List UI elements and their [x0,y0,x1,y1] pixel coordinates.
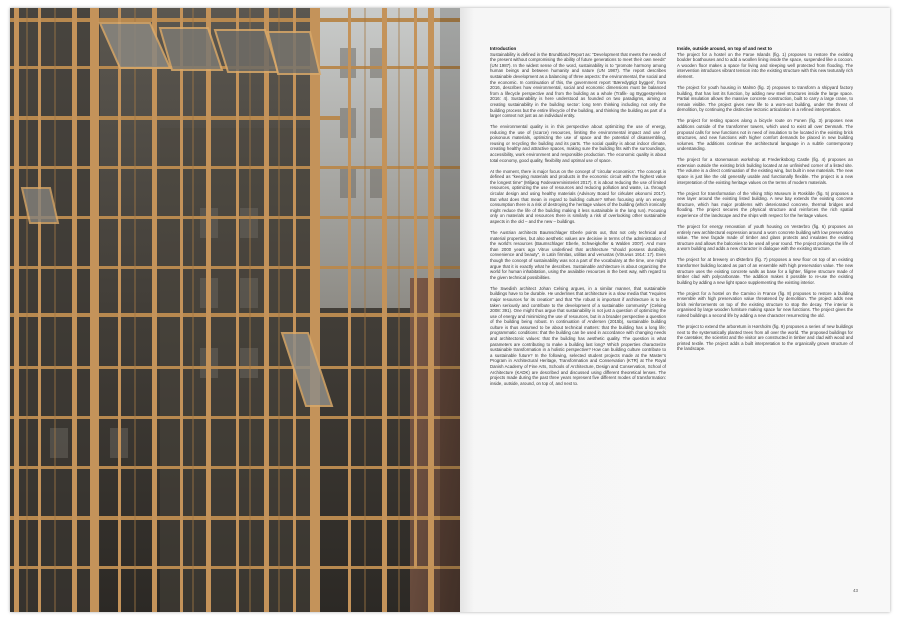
paragraph: The Swedish architect Johan Celsing argues, in a similar manner, that sustainable buildings have to be durable. He underlines that architecture is a slow media that “requires major resources for its creation” and that “the robust is important if architecture is to be taken seriously and contribute to the development of a sustainable community” (Celsing 2008: 391). One might thus argue that sustainability is not just a question of optimizing the use of energy and minimizing the use of resources, but in a broader perspective a question of the building being robust. In continuation of Andersen (2015b), sustainable building culture is thus assumed to be about technical matters: that the building has a long life; programmatic conditions: that the building can be used in accordance with changing needs and architectonic values: that the building has aesthetic quality. The question is what parameters are contributing to make a building last long? Which properties characterize sustainable transformation in a holistic perspective? How can building culture contribute to a sustainable future? In the following, selected student projects made at the Master’s Program in Architectural Heritage, Transformation and Conservation (KTR) at The Royal Danish Academy of Fine Arts, Schools of Architecture, Design and Conservation, School of Architecture (KADK) are described and discussed using different theoretical lenses. The projects made during the past three years represent five different modes of transformation: inside, outside, around, on top of, and next to. [490,285,666,386]
text-page [460,8,890,612]
facade-photograph [10,8,460,612]
paragraph: The project for at brewery on Østerbro (fig. 7) proposes a new floor on top of an existing transformer building located as part of an ensemble with high preservation value. The new structure uses the existing concrete walls as base for a lighter, filigree structure made of timber clad with polycarbonate. The addition makes it possible to re-use the existing building by adding a new light space supplementing the existing interior. [677,257,853,285]
paragraph: The project for resting spaces along a bicycle route on Funen (fig. 3) proposes new additions outside of the transformer towers, which used to exist all over Denmark. The proposal calls for new functions not in need of insulation to be located in the existing brick structures, and new functions with higher comfort demands be placed in new building volumes. The additions continue the architectural language in a subtle contemporary understanding. [677,118,853,152]
paragraph: The project for a hostel on the Faroe Islands (fig. 1) proposes to restore the existing boulder boathouses and to add a woollen lining inside the space, suspended like a cocoon. A wooden floor makes a space for living and sleeping well protected from flooding. The intervention introduces vibrant tension into the existing structure with this new texturally rich element. [677,51,853,79]
paragraph: The project for a stonemason workshop at Frederiksborg Castle (fig. 4) proposes an extension outside the existing brick building located at an unfinished corner of a listed site. The volume is a direct continuation of the existing wing, but built in new materials. The new space is just like the old generally usable and functionally flexible. The project is a new interpretation of the existing heritage values on the terms of modern materials. [677,157,853,185]
section-heading-inside-outside: Inside, outside around, on top of and next to [677,46,772,51]
paragraph: The environmental quality is in this perspective about optimizing the use of energy, reducing the use of (scarce) resources, limiting the environmental impact and use of poisonous materials, optimizing the use of space and the potential of disassembling, reusing or recycling the building and its parts. The social quality is about indoor climate, creating healthy and attractive spaces, making sure the building fits with the surroundings, accessibility, work environment and responsible production. The economic quality is about total economy, good quality, flexibility and optimal use of space. [490,124,666,163]
paragraph: The project for a hostel on the Camino in France (fig. 8) proposes to restore a building ensemble with high preservation value threatened by demolition. The project adds new brick reinforcements on top of the existing structure to stop the decay. The interior is organised by large wooden furniture making space for new functions. The project gives the ruined buildings a second life by adding a new character resurrecting the old. [677,290,853,319]
paragraph: At the moment, there is major focus on the concept of ‘circular economics’. The concept is defined as “keeping materials and products in the economic circuit with the highest value the longest time” (Miljøog Fødevareministeriet 2017). It is about reducing the use of limited resources, optimizing the use of resources and reducing pollution and waste, i.a. through circular design and using healthy materials (Advisory Board for cirkulær økonomi 2017). But what does that mean in regard to building culture? When focusing only on energy consumption there is a risk of destroying the heritage values of the building (which ironically might reduce the life of the building making it less sustainable in the long run). Focusing only on materials and resources there is similarly a risk of overlooking other sustainable aspects in the old – and the new – buildings. [490,168,666,224]
paragraph: Sustainability is defined in the Brundtland Report as: “Development that meets the needs of the present without compromising the ability of future generations to meet their own needs” (UN 1987). In the widest sense of the word, sustainability is to “promote harmony among human beings and between humanity and nature (UN 1987). The report describes sustainable development as a balancing of three aspects: the environmental, the social and the economic. In continuation of this, the government report ‘Bæredygtigt byggeri’, from 2016, describes how environmental, social and economic dimensions must be balanced from a lifecycle perspective and from the building as a whole (Trafik- og Byggestyrelsen 2016: 4). Sustainability is here understood as founded on two paradigms, aiming at creating sustainability in the building sector: long term thinking including not only the building process but the entire lifecycle of the building, and thinking the building as part of a larger context not just as an individual entity. [490,51,666,119]
magazine-spread [10,8,890,612]
paragraph: The project for youth housing in Malmö (fig. 2) proposes to transform a shipyard factory building, that has lost its function, by adding new steel structures inside the large space. Partial insulation allows the massive concrete construction, built to carry a large crane, to remain visible. The project gives new life to a worn-out building, under the threat of demolition, by continuing the distinctive tectonic articulation in a refined interpretation. [677,84,853,113]
paragraph: The project for energy renovation of youth housing on Vesterbro (fig. 6) proposes an entirely new architectural expression around a worn concrete building with low preservation value. The new façade made of timber and glass protects and insulates the existing structure and allows the balconies to be used all year round. The project prolongs the life of a worn building and adds a new character in dialogue with the existing structure. [677,223,853,252]
timber-glass-facade-image [10,8,460,612]
page-number: 43 [853,588,858,593]
text-column-left [490,46,666,596]
paragraph: The project to extend the arboretum in Hørsholm (fig. 9) proposes a series of new buildings next to the systematically planted trees from all over the world. The proposed buildings for the caretaker, the scientist and the visitor are constructed in timber and clad with wood and printed textile. The project adds a built interpretation to the organically grown structure of the landscape. [677,324,853,352]
section-heading-introduction: Introduction [490,46,517,51]
paragraph: The project for transformation of the Viking Ship Museum in Roskilde (fig. 5) proposes a new layer around the existing listed building. A new bay extends the existing concrete structure, which has major problems with deteriorated concrete, thermal bridges and flooding. The project secures the physical structure and reinforces the rich spatial experience of the landscape and the ships with respect for the heritage values. [677,190,853,218]
text-column-right [677,46,853,581]
paragraph: The Austrian architects Baumschlager Eberle points out, that not only technical and material properties, but also aesthetic values are decisive in terms of the administration of the world’s resources (Baumschlager Eberle, Schweigkofler & Walden 2007). And more than 2000 years ago Vitruv underlined that architecture “should possess durability, convenience and beauty”, in Latin firmitas, utilitas and venustas (Vitruvius 1914: 17). Even though the concept of sustainability was not a part of the vocabulary at the time, one might argue that it is exactly what he describes. Sustainable architecture is about organizing the world for human inhabitation, using the available resources in the best way, with regard to the given technical possibilities. [490,229,666,280]
